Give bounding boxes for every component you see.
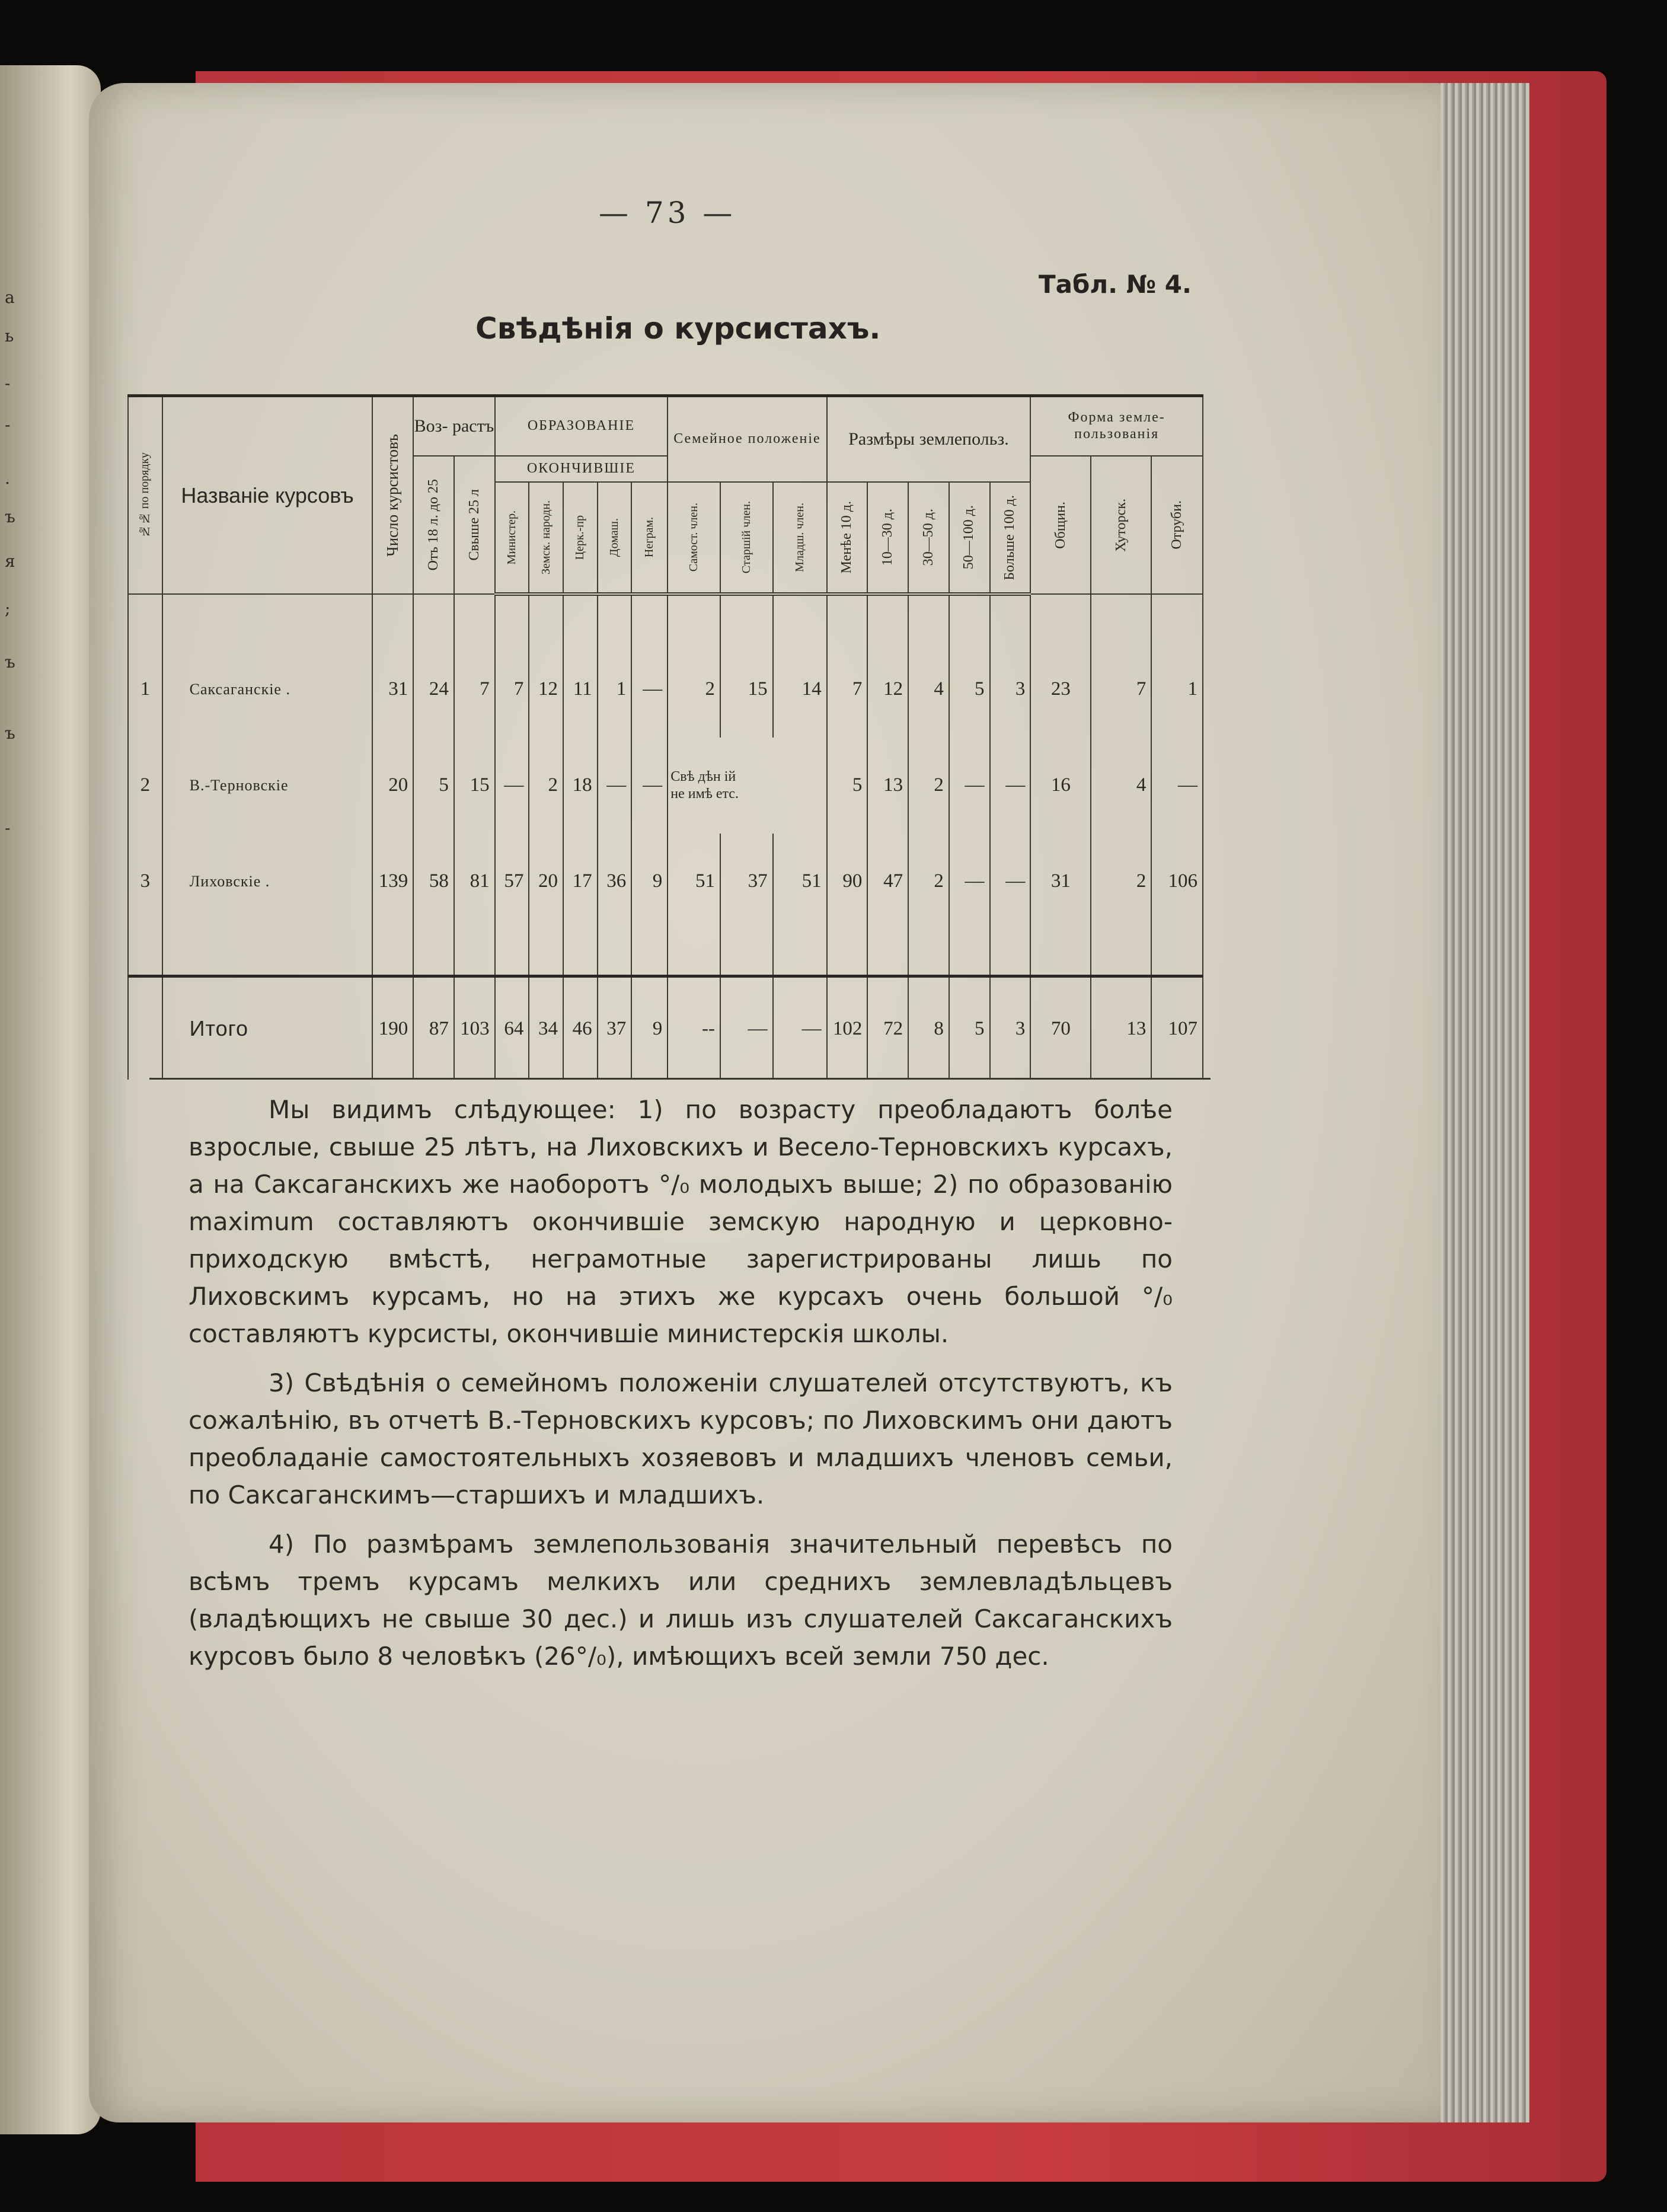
table-spacer [128,594,1203,641]
cell-land: 13 [867,738,908,834]
cell-form: 107 [1151,976,1203,1080]
cell-edu: 1 [598,641,632,738]
table-row [128,834,1203,930]
row-number: 3 [128,834,162,930]
cell-land: 7 [827,641,868,738]
cell-edu: 64 [495,976,529,1080]
cell-family: 2 [668,641,720,738]
cell-family: 51 [668,834,720,930]
cell-land: 90 [827,834,868,930]
cell-age: 58 [413,834,454,930]
header-form-col: Хуторск. [1091,456,1151,594]
cell-edu: 36 [598,834,632,930]
cell-form: 70 [1030,976,1091,1080]
cell-form: 106 [1151,834,1203,930]
cell-family: -- [668,976,720,1080]
cell-land: — [990,738,1031,834]
course-name: Лиховскіе . [162,834,373,930]
left-page-fragment: ; [5,599,11,618]
cell-age: 87 [413,976,454,1080]
cell-form: 2 [1091,834,1151,930]
cell-form: 7 [1091,641,1151,738]
header-edu-col: Неграм. [631,482,668,594]
header-row-groups [128,396,1203,457]
cell-edu: — [631,641,668,738]
note-line: Свѣ дѣн ій [670,768,736,784]
table-row [128,738,1203,834]
header-land-col: 50—100 д. [949,482,990,594]
table-number: Табл. № 4. [1039,270,1192,299]
cell-count: 20 [372,738,413,834]
cell-land: 5 [949,641,990,738]
cell-edu: — [495,738,529,834]
cell-edu: 11 [563,641,598,738]
cell-land: 2 [908,738,949,834]
header-age-col: Отъ 18 л. до 25 [413,456,454,594]
left-page-edge [0,65,101,2134]
left-page-fragment: а [5,288,15,307]
page-number: — 73 — [599,196,736,230]
header-form-col: Отруби. [1151,456,1203,594]
cell-form: 13 [1091,976,1151,1080]
cell-land: 3 [990,976,1031,1080]
cell-edu: 2 [529,738,563,834]
cell-land: 102 [827,976,868,1080]
header-education: ОБРАЗОВАНІЕ [495,396,668,457]
cell-age: 81 [454,834,495,930]
header-form: Форма земле- пользованія [1030,396,1203,457]
cell-land: — [990,834,1031,930]
cell-edu: — [598,738,632,834]
header-family-col: Самост. член. [668,482,720,594]
cell-count: 190 [372,976,413,1080]
header-land-col: 30—50 д. [908,482,949,594]
total-row [128,976,1203,1080]
header-form-col: Общин. [1030,456,1091,594]
header-num: №№ по порядку [128,396,162,595]
paragraph: 4) По размѣрамъ землепользованія значительный перевѣсъ по всѣмъ тремъ курсамъ мелкихъ или среднихъ землевладѣльцевъ (владѣющихъ не свыше 30 дес.) и лишь изъ слушателей Саксаганскихъ курсовъ было 8 человѣкъ (26°/₀), имѣющихъ всей земли 750 дес. [189,1530,1173,1671]
cell-edu: 7 [495,641,529,738]
header-family-col: Младш. член. [773,482,827,594]
cell-land: 47 [867,834,908,930]
cell-edu: 46 [563,976,598,1080]
body-text [189,1091,1173,1687]
cell-edu: 9 [631,976,668,1080]
cell-age: 15 [454,738,495,834]
cell-age: 5 [413,738,454,834]
cell-form: 31 [1030,834,1091,930]
cell-edu: 12 [529,641,563,738]
cell-age: 24 [413,641,454,738]
cell-count: 31 [372,641,413,738]
cell-form: 23 [1030,641,1091,738]
left-page-fragment: . [5,468,10,488]
header-edu-col: Земск. народн. [529,482,563,594]
course-name: В.-Терновскіе [162,738,373,834]
header-land-col: Больше 100 д. [990,482,1031,594]
cell-edu: 37 [598,976,632,1080]
left-page-fragment: я [5,551,15,571]
header-land: Размѣры землепольз. [827,396,1031,483]
header-edu-col: Домаш. [598,482,632,594]
cell-family: 51 [773,834,827,930]
cell-land: 8 [908,976,949,1080]
header-age-col: Свыше 25 л [454,456,495,594]
header-edu-col: Церк.-пр [563,482,598,594]
total-label: Итого [162,976,373,1080]
row-number: 1 [128,641,162,738]
row-number: 2 [128,738,162,834]
cell-form: — [1151,738,1203,834]
cell-land: 3 [990,641,1031,738]
family-missing-note [668,738,826,834]
cell-edu: 57 [495,834,529,930]
header-finished: ОКОНЧИВШІЕ [495,456,668,482]
cell-form: 1 [1151,641,1203,738]
header-edu-col: Министер. [495,482,529,594]
cell-family: 15 [720,641,773,738]
left-page-fragment: ъ [5,507,15,526]
table-title: Свѣдѣнія о курсистахъ. [475,311,881,346]
header-count: Число курсистовъ [372,396,413,595]
cell-land: 2 [908,834,949,930]
cell-land: 72 [867,976,908,1080]
cell-land: 12 [867,641,908,738]
cell-edu: 17 [563,834,598,930]
left-page-fragment: ь [5,326,14,346]
cell-family: 37 [720,834,773,930]
cell-edu: — [631,738,668,834]
left-page-fragment: - [5,818,11,838]
cell-count: 139 [372,834,413,930]
cell-age: 7 [454,641,495,738]
left-page-fragment: ъ [5,652,15,672]
paragraph: 3) Свѣдѣнія о семейномъ положеніи слушателей отсутствуютъ, къ сожалѣнію, въ отчетѣ В.-Терновскихъ курсовъ; по Лиховскимъ они даютъ преобладаніе самостоятельныхъ хозяевовъ и младшихъ членовъ семьи, по Саксаганскимъ—старшихъ и младшихъ. [189,1368,1173,1509]
table-row [128,641,1203,738]
course-name: Саксаганскіе . [162,641,373,738]
header-family-col: Старшій член. [720,482,773,594]
note-line: не имѣ етс. [670,786,739,802]
header-land-col: Менѣе 10 д. [827,482,868,594]
cell-land: 5 [827,738,868,834]
cell-age: 103 [454,976,495,1080]
cell-land: 4 [908,641,949,738]
cell-land: — [949,834,990,930]
paragraph: Мы видимъ слѣдующее: 1) по возрасту преобладаютъ болѣе взрослые, свыше 25 лѣтъ, на Лиховскихъ и Весело-Терновскихъ курсахъ, а на Саксаганскихъ же наоборотъ °/₀ молодыхъ выше; 2) по образованію maximum составляютъ окончившіе земскую народную и церковно-приходскую вмѣстѣ, неграмотные зарегистрированы лишь по Лиховскимъ курсамъ, но на этихъ же курсахъ очень большой °/₀ составляютъ курсисты, окончившіе министерскія школы. [189,1095,1173,1348]
left-page-fragment: - [5,415,11,435]
course-table [127,394,1203,1080]
table-spacer [128,930,1203,976]
header-name: Названіе курсовъ [162,396,373,595]
left-page-fragment: - [5,374,11,393]
cell-land: — [949,738,990,834]
cell-family: 14 [773,641,827,738]
header-family: Семейное положеніе [668,396,826,483]
cell-land: 5 [949,976,990,1080]
header-age: Воз- растъ [413,396,494,457]
cell-family: — [720,976,773,1080]
left-page-fragment: ъ [5,723,15,743]
cell-edu: 20 [529,834,563,930]
cell-family: — [773,976,827,1080]
cell-form: 16 [1030,738,1091,834]
cell-form: 4 [1091,738,1151,834]
cell-edu: 34 [529,976,563,1080]
cell-edu: 9 [631,834,668,930]
cell-edu: 18 [563,738,598,834]
table-bottom-rule [149,1078,1211,1080]
header-land-col: 10—30 д. [867,482,908,594]
